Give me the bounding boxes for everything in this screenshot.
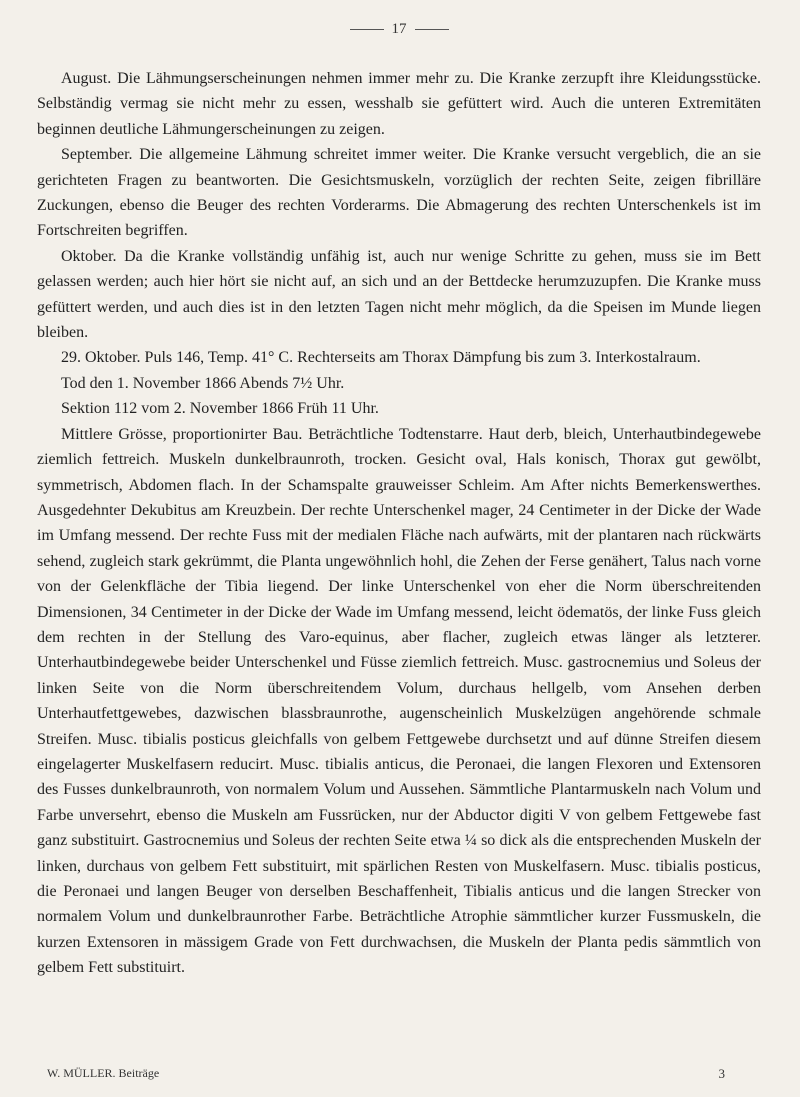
page-number: 17 (391, 20, 407, 37)
paragraph-tod: Tod den 1. November 1866 Abends 7½ Uhr. (61, 374, 345, 392)
body-text (37, 66, 761, 981)
footer-author: W. MÜLLER. Beiträge (47, 1066, 160, 1080)
page-footer (47, 1066, 761, 1082)
header-dash-left (350, 29, 384, 30)
paragraph-29-oktober: 29. Oktober. Puls 146, Temp. 41° C. Rechterseits am Thorax Dämpfung bis zum 3. Interkostalraum. (61, 349, 701, 367)
document-page (37, 18, 761, 1081)
header-dash-right (415, 29, 449, 30)
paragraph-sektion: Sektion 112 vom 2. November 1866 Früh 11 Uhr. (61, 400, 379, 418)
paragraph-august: August. Die Lähmungserscheinungen nehmen immer mehr zu. Die Kranke zerzupft ihre Kleidungsstücke. Selbständig vermag sie nicht mehr zu essen, wesshalb sie gefüttert wird. Auch die unteren Extremitäten beginnen deutliche Lähmungerscheinungen zu zeigen. (37, 70, 761, 138)
page-header (37, 18, 761, 40)
paragraph-oktober: Oktober. Da die Kranke vollständig unfähig ist, auch nur wenige Schritte zu gehen, muss sie im Bett gelassen werden; auch hier hört sie nicht auf, an sich und an der Bettdecke herumzuzupfen. Die Kranke muss gefüttert werden, und auch dies ist in den letzten Tagen nicht mehr möglich, da die Speisen im Munde liegen bleiben. (37, 247, 761, 342)
paragraph-september: September. Die allgemeine Lähmung schreitet immer weiter. Die Kranke versucht vergeblich, die an sie gerichteten Fragen zu beantworten. Die Gesichtsmuskeln, vorzüglich der rechten Seite, zeigen fibrilläre Zuckungen, ebenso die Beuger des rechten Vorderarms. Die Abmagerung des rechten Unterschenkels ist im Fortschreiten begriffen. (37, 146, 761, 240)
paragraph-befund: Mittlere Grösse, proportionirter Bau. Beträchtliche Todtenstarre. Haut derb, bleich, Unterhautbindegewebe ziemlich fettreich. Muskeln dunkelbraunroth, trocken. Gesicht oval, Hals konisch, Thorax gut gewölbt, symmetrisch, Abdomen flach. In der Schamspalte grauweisser Schleim. Am After nichts Bemerkenswerthes. Ausgedehnter Dekubitus am Kreuzbein. Der rechte Unterschenkel mager, 24 Centimeter in der Dicke der Wade im Umfang messend. Der rechte Fuss mit der medialen Fläche nach aufwärts, mit der plantaren nach rückwärts sehend, zugleich stark gekrümmt, die Planta ungewöhnlich hohl, die Zehen der Ferse genähert, Talus nach vorne von der Gelenkfläche der Tibia liegend. Der linke Unterschenkel von eher die Norm überschreitenden Dimensionen, 34 Centimeter in der Dicke der Wade im Umfang messend, leicht ödematös, der linke Fuss gleich dem rechten in der Stellung des Varo-equinus, aber flacher, zugleich etwas länger als letzterer. Unterhautbindegewebe beider Unterschenkel und Füsse ziemlich fettreich. Musc. gastrocnemius und Soleus der linken Seite von die Norm überschreitendem Volum, durchaus hellgelb, vom Ansehen derben Unterhautfettgewebes, dazwischen blassbraunrothe, augenscheinlich Muskelzügen angehörende schmale Streifen. Musc. tibialis posticus gleichfalls von gelbem Fettgewebe durchsetzt und auf dünne Streifen diesem eingelagerter Muskelfasern reducirt. Musc. tibialis anticus, die Peronaei, die langen Flexoren und Extensoren des Fusses dunkelbraunroth, von normalem Volum und Aussehen. Sämmtliche Plantarmuskeln nach Volum und Farbe unversehrt, ebenso die Muskeln am Fussrücken, nur der Abductor digiti V von gelbem Fettgewebe fast ganz substituirt. Gastrocnemius und Soleus der rechten Seite etwa ¼ so dick als die entsprechenden Muskeln der linken, durchaus von gelbem Fett substituirt, mit spärlichen Resten von Muskelfasern. Musc. tibialis posticus, die Peronaei und langen Beuger von derselben Beschaffenheit, Tibialis anticus und die langen Strecker von normalem Volum und dunkelbraunrother Farbe. Beträchtliche Atrophie sämmtlicher kurzer Fussmuskeln, die kurzen Extensoren in mässigem Grade von Fett durchwachsen, die Muskeln der Planta pedis sämmtlich von gelbem Fett substituirt. (37, 425, 761, 977)
footer-signature: 3 (718, 1066, 725, 1081)
